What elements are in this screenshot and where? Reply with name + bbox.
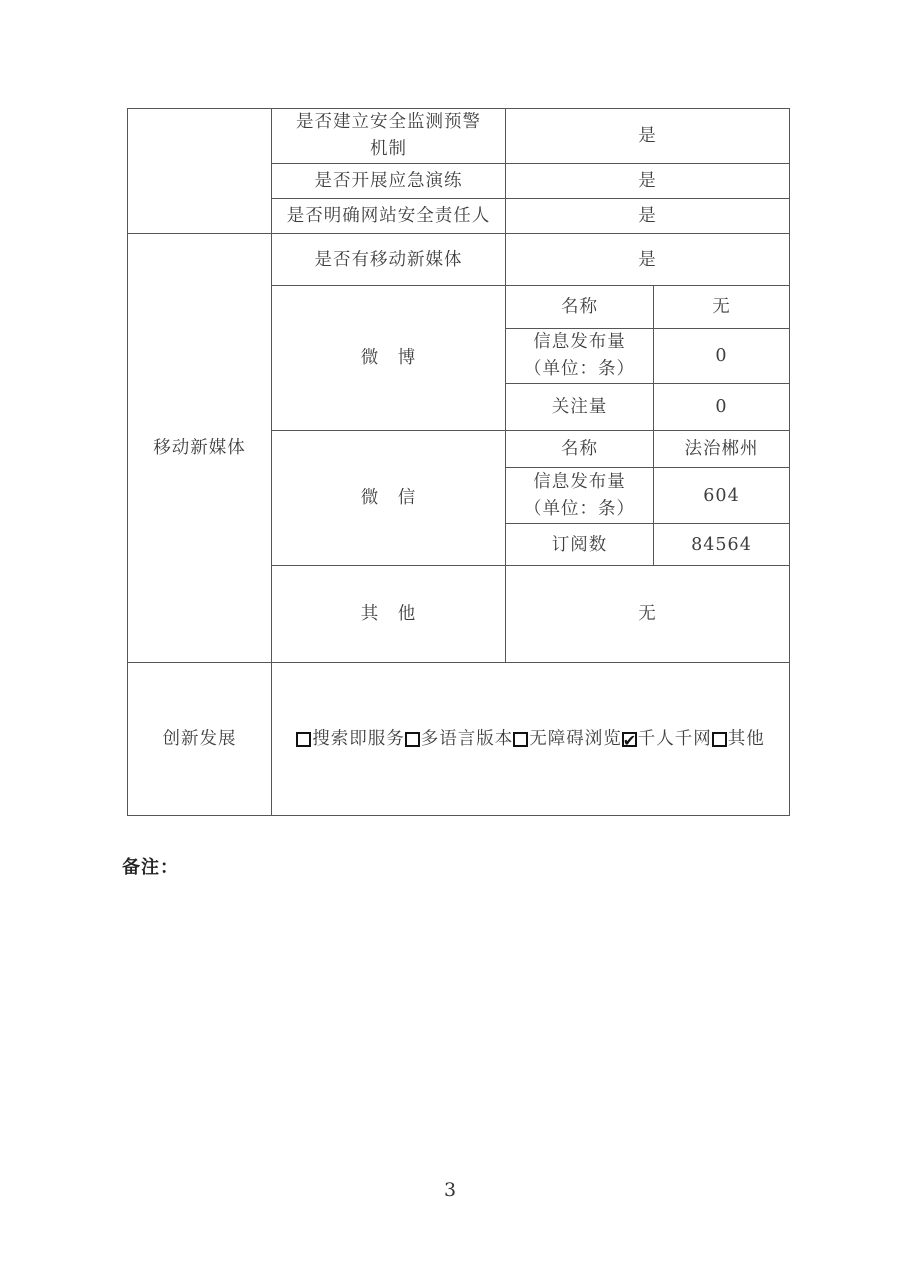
security-owner-value: 是 [506, 199, 790, 234]
check-icon: ✔ [622, 730, 637, 750]
annual-report-table [127, 108, 790, 816]
checkbox-icon [405, 732, 420, 747]
wechat-name-label: 名称 [506, 431, 654, 468]
checkbox-icon [712, 732, 727, 747]
security-owner-label: 是否明确网站安全责任人 [272, 199, 506, 234]
has-mobile-media-label: 是否有移动新媒体 [272, 234, 506, 286]
innovation-option [712, 726, 765, 752]
innovation-options-row [276, 726, 785, 752]
security-monitor-label-line2: 机制 [370, 139, 407, 159]
emergency-drill-value: 是 [506, 164, 790, 199]
other-media-value: 无 [506, 566, 790, 663]
weibo-volume-label-line1: 信息发布量 [533, 332, 626, 352]
weibo-header: 微 博 [272, 286, 506, 431]
other-media-label: 其 他 [272, 566, 506, 663]
checkbox-icon [622, 730, 637, 750]
has-mobile-media-value: 是 [506, 234, 790, 286]
innovation-option-label: 无障碍浏览 [529, 729, 622, 749]
weibo-followers-label: 关注量 [506, 384, 654, 431]
checkbox-icon [513, 732, 528, 747]
innovation-option-label: 千人千网 [637, 729, 712, 749]
security-monitor-value: 是 [506, 109, 790, 164]
wechat-subscribers-label: 订阅数 [506, 524, 654, 566]
wechat-subscribers-value: 84564 [654, 524, 790, 566]
innovation-option [513, 726, 622, 752]
remarks-label: 备注： [122, 857, 179, 878]
security-monitor-label [272, 109, 506, 164]
security-monitor-label-line1: 是否建立安全监测预警 [296, 112, 481, 132]
wechat-volume-value: 604 [654, 468, 790, 524]
wechat-volume-label-line1: 信息发布量 [533, 471, 626, 492]
weibo-followers-value: 0 [654, 384, 790, 431]
weibo-name-value: 无 [654, 286, 790, 329]
wechat-volume-label [506, 468, 654, 524]
innovation-option-label: 多语言版本 [420, 729, 514, 749]
innovation-option [622, 726, 712, 752]
checkbox-icon [296, 732, 311, 747]
table-row [128, 234, 790, 286]
weibo-name-label: 名称 [506, 286, 654, 329]
wechat-volume-label-line2: （单位：条） [524, 498, 635, 519]
innovation-options-cell [272, 663, 790, 816]
innovation-option-label: 其他 [727, 729, 765, 749]
section-header-empty-cell [128, 109, 272, 234]
table-row [128, 663, 790, 816]
table-row [128, 109, 790, 164]
wechat-header: 微 信 [272, 431, 506, 566]
emergency-drill-label: 是否开展应急演练 [272, 164, 506, 199]
innovation-option [296, 726, 405, 752]
page-number: 3 [443, 1179, 457, 1201]
weibo-volume-label [506, 329, 654, 384]
weibo-volume-label-line2: （单位：条） [524, 359, 635, 379]
wechat-name-value: 法治郴州 [654, 431, 790, 468]
innovation-option-label: 搜索即服务 [312, 729, 405, 749]
mobile-media-section-header: 移动新媒体 [128, 234, 272, 663]
innovation-section-header: 创新发展 [128, 663, 272, 816]
weibo-volume-value: 0 [654, 329, 790, 384]
innovation-option [405, 726, 514, 752]
